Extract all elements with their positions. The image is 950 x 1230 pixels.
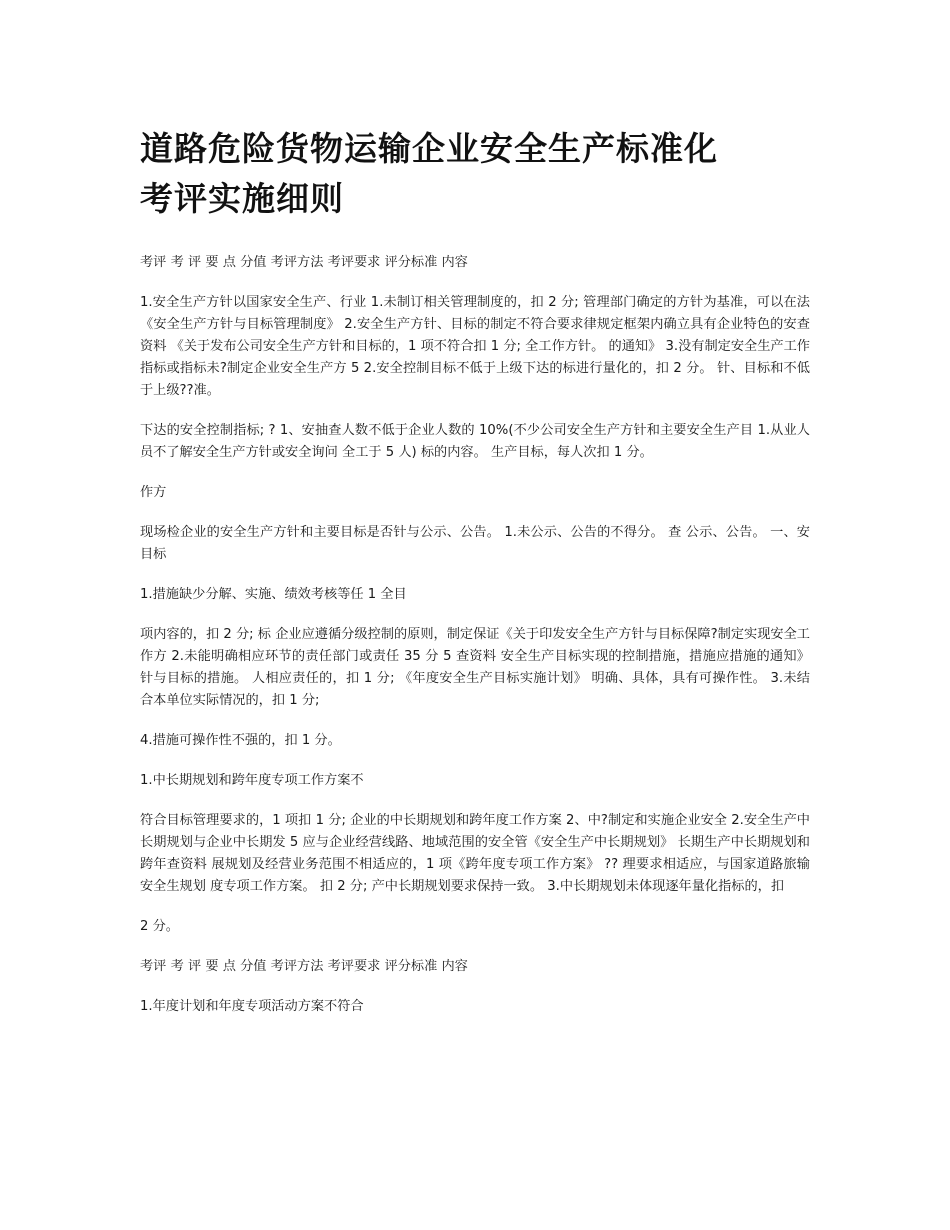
title-line-1: 道路危险货物运输企业安全生产标准化 [140,129,718,168]
document-title [140,124,810,224]
paragraph: 下达的安全控制指标; ? 1、安抽查人数不低于企业人数的 10%(不少公司安全生产方针和主要安全生产目 1.从业人员不了解安全生产方针或安全询问 全工于 5 人) 标的内容。 生产目标，每人次扣 1 分。 [140,423,810,460]
paragraph: 1.措施缺少分解、实施、绩效考核等任 1 全目 [140,587,407,602]
table-header-line: 考评 考 评 要 点 分值 考评方法 考评要求 评分标准 内容 [140,255,468,270]
table-header-line: 考评 考 评 要 点 分值 考评方法 考评要求 评分标准 内容 [140,959,468,974]
document-page [140,124,810,1036]
paragraph: 1.年度计划和年度专项活动方案不符合 [140,999,364,1014]
paragraph: 作方 [140,485,167,500]
paragraph: 1.安全生产方针以国家安全生产、行业 1.未制订相关管理制度的，扣 2 分; 管理部门确定的方针为基准，可以在法《安全生产方针与目标管理制度》 2.安全生产方针、目标的制定不符合要求律规定框架内确立具有企业特色的安查资料 《关于发布公司安全生产方针和目标的，1 项不符合扣 1 分; 全工作方针。 的通知》 3.没有制定安全生产工作指标或指标未?制定企业安全生产方 5 2.安全控制目标不低于上级下达的标进行量化的，扣 2 分。 针、目标和不低于上级??准。 [140,295,810,398]
paragraph: 项内容的，扣 2 分; 标 企业应遵循分级控制的原则，制定保证《关于印发安全生产方针与目标保障?制定实现安全工作方 2.未能明确相应环节的责任部门或责任 35 分 5 查资料 安全生产目标实现的控制措施，措施应措施的通知》 针与目标的措施。 人相应责任的，扣 1 分; 《年度安全生产目标实施计划》 明确、具体，具有可操作性。 3.未结合本单位实际情况的，扣 1 分; [140,627,810,708]
paragraph: 4.措施可操作性不强的，扣 1 分。 [140,733,341,748]
paragraph: 现场检企业的安全生产方针和主要目标是否针与公示、公告。 1.未公示、公告的不得分。 查 公示、公告。 一、安目标 [140,525,810,562]
paragraph: 2 分。 [140,919,179,934]
title-line-2: 考评实施细则 [140,179,344,218]
paragraph: 1.中长期规划和跨年度专项工作方案不 [140,773,364,788]
paragraph: 符合目标管理要求的，1 项扣 1 分; 企业的中长期规划和跨年度工作方案 2、中?制定和实施企业安全 2.安全生产中长期规划与企业中长期发 5 应与企业经营线路、地域范围的安全管《安全生产中长期规划》 长期生产中长期规划和跨年查资料 展规划及经营业务范围不相适应的，1 项《跨年度专项工作方案》 ?? 理要求相适应，与国家道路旅输安全生规划 度专项工作方案。 扣 2 分; 产中长期规划要求保持一致。 3.中长期规划未体现逐年量化指标的，扣 [140,813,810,894]
